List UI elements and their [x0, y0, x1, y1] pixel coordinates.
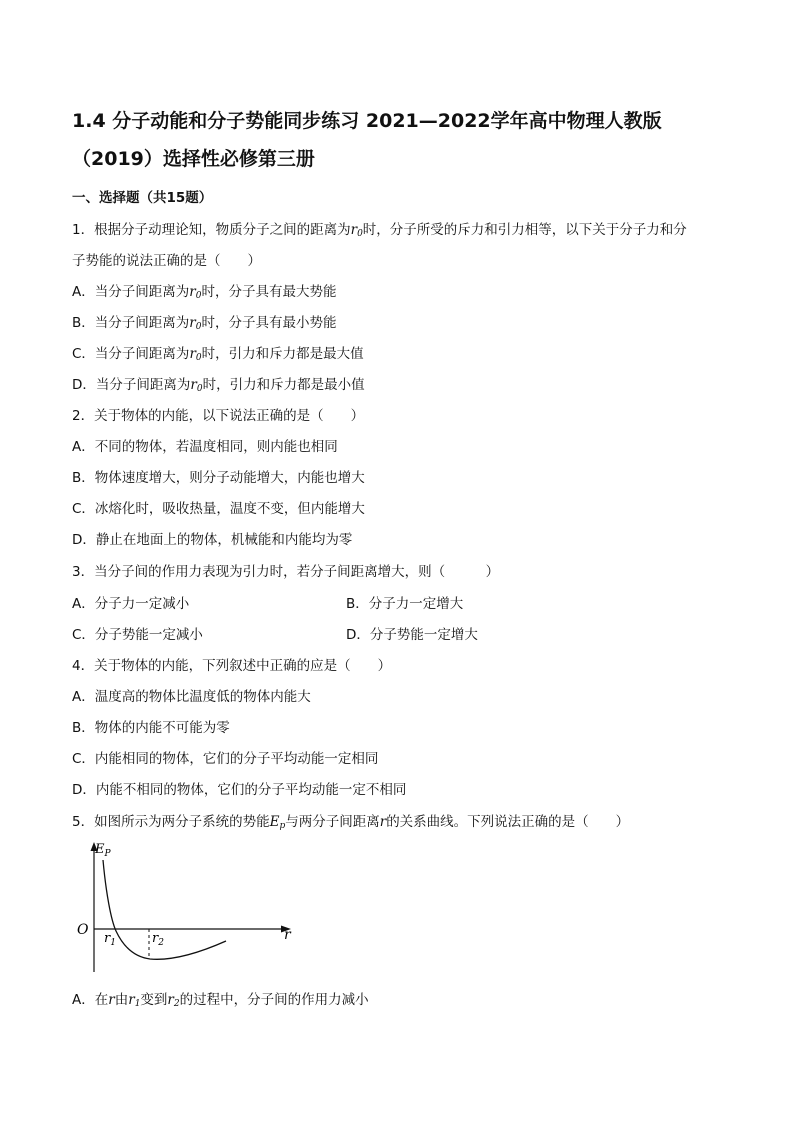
q5-option-a-r1-sub: 1	[134, 999, 141, 1009]
q5-stem	[72, 810, 629, 831]
q1-stem-text-a: 1．根据分子动理论知，物质分子之间的距离为	[72, 222, 351, 238]
q5-option-a-text-d: 的过程中，分子间的作用力减小	[179, 992, 369, 1008]
document-title	[72, 102, 732, 178]
q3-option-c: C．分子势能一定减小	[72, 627, 203, 643]
q1-option-c-post: 时，引力和斥力都是最大值	[201, 346, 364, 362]
title-line-2: （2019）选择性必修第三册	[72, 148, 315, 170]
q1-option-d-post: 时，引力和斥力都是最小值	[202, 377, 365, 393]
x-axis-label: r	[284, 927, 291, 943]
q1-option-a-pre: A．当分子间距离为	[72, 284, 190, 300]
q1-option-c-sub: 0	[195, 353, 202, 363]
q2-option-c: C．冰熔化时，吸收热量，温度不变，但内能增大	[72, 501, 365, 517]
r2-label: $r_2$	[152, 931, 164, 948]
q1-option-b	[72, 311, 336, 332]
q1-option-b-pre: B．当分子间距离为	[72, 315, 190, 331]
q1-option-a-sub: 0	[195, 291, 202, 301]
q1-option-a-post: 时，分子具有最大势能	[201, 284, 337, 300]
q3-option-a: A．分子力一定减小	[72, 596, 190, 612]
q4-stem: 4．关于物体的内能，下列叙述中正确的应是（ ）	[72, 658, 392, 674]
q5-ep-var: E	[269, 814, 280, 830]
q1-option-c-var: r	[189, 346, 196, 362]
q5-option-a-r2: r	[167, 992, 174, 1008]
q1-stem-text-b: 时，分子所受的斥力和引力相等，以下关于分子力和分	[362, 222, 687, 238]
q4-option-c: C．内能相同的物体，它们的分子平均动能一定相同	[72, 751, 379, 767]
q5-option-a	[72, 988, 369, 1009]
y-axis-label: $E_P$	[95, 842, 111, 859]
q4-option-b: B．物体的内能不可能为零	[72, 720, 230, 736]
r1-label: $r_1$	[104, 931, 116, 948]
potential-energy-figure	[74, 838, 304, 978]
q1-option-d-var: r	[190, 377, 197, 393]
q5-stem-text-b: 与两分子间距离	[285, 814, 380, 830]
q1-option-c	[72, 342, 364, 363]
q4-option-d: D．内能不相同的物体，它们的分子平均动能一定不相同	[72, 782, 407, 798]
q1-option-a-var: r	[189, 284, 196, 300]
potential-curve	[103, 860, 226, 959]
section-heading: 一、选择题（共15题）	[72, 190, 213, 206]
q5-r-var: r	[379, 814, 387, 830]
q5-stem-text-c: 的关系曲线。下列说法正确的是（ ）	[386, 814, 630, 830]
q5-option-a-text-a: A．在	[72, 992, 109, 1008]
q2-stem: 2．关于物体的内能，以下说法正确的是（ ）	[72, 408, 365, 424]
q5-option-a-r1: r	[128, 992, 135, 1008]
q5-option-a-text-b: 由	[114, 992, 129, 1008]
q1-stem-line1	[72, 218, 687, 239]
q4-option-a: A．温度高的物体比温度低的物体内能大	[72, 689, 311, 705]
q5-stem-text-a: 5．如图所示为两分子系统的势能	[72, 814, 270, 830]
q5-option-a-r: r	[108, 992, 115, 1008]
q1-stem-line2: 子势能的说法正确的是（ ）	[72, 253, 261, 269]
q2-option-d: D．静止在地面上的物体，机械能和内能均为零	[72, 532, 353, 548]
q1-option-d-pre: D．当分子间距离为	[72, 377, 191, 393]
q5-option-a-text-c: 变到	[140, 992, 168, 1008]
q1-option-a	[72, 280, 336, 301]
q1-option-b-sub: 0	[195, 322, 202, 332]
q1-var-r: r	[350, 222, 358, 238]
q1-option-c-pre: C．当分子间距离为	[72, 346, 190, 362]
q5-ep-sub: p	[279, 821, 286, 831]
origin-label: O	[77, 922, 89, 938]
q2-option-b: B．物体速度增大，则分子动能增大，内能也增大	[72, 470, 365, 486]
q5-option-a-r2-sub: 2	[173, 999, 180, 1009]
q1-option-b-post: 时，分子具有最小势能	[201, 315, 337, 331]
q2-option-a: A．不同的物体，若温度相同，则内能也相同	[72, 439, 338, 455]
q1-option-d-sub: 0	[196, 384, 203, 394]
q3-option-d: D．分子势能一定增大	[346, 627, 478, 643]
q3-option-b: B．分子力一定增大	[346, 596, 464, 612]
q1-var-sub: 0	[357, 229, 363, 239]
title-line-1: 1.4 分子动能和分子势能同步练习 2021—2022学年高中物理人教版	[72, 110, 662, 132]
q1-option-b-var: r	[189, 315, 196, 331]
q3-stem: 3．当分子间的作用力表现为引力时，若分子间距离增大，则（ ）	[72, 564, 500, 580]
q1-option-d	[72, 373, 365, 394]
